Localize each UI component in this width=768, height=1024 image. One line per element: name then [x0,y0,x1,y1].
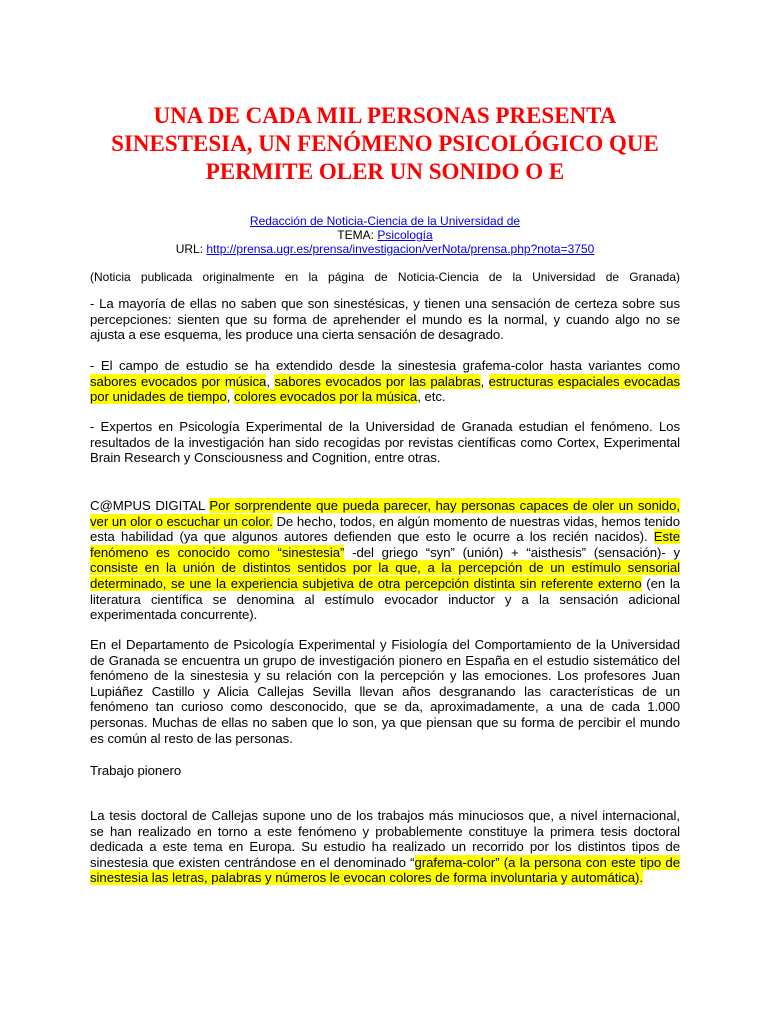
url-link[interactable]: http://prensa.ugr.es/prensa/investigacion/verNota/prensa.php?nota=3750 [206,242,595,256]
p4-highlight-3: consiste en la unión de distintos sentidos por la que, a la percepción de un estímulo sensorial determinado, se une la experiencia subjetiva de otra percepción distinta sin referente externo [90,560,680,591]
tema-label: TEMA: [337,228,374,242]
tema-line [90,228,680,242]
p4-highlight-1: Por sorprendente que pueda parecer, hay personas capaces de oler un sonido, ver un olor o escuchar un color. [90,498,680,529]
p4-highlight-2: Este fenómeno es conocido como “sinestesia” [90,529,680,560]
p7-text-a: La tesis doctoral de Callejas supone uno de los trabajos más minuciosos que, a nivel internacional, se han realizado en torno a este fenómeno y probablemente constituye la primera tesis doctoral dedicada a este tema en Europa. Su estudio ha realizado un recorrido por los distintos tipos de sinestesia que existen centrándose en el denominado “ [90,808,680,870]
p2-highlight-3: estructuras espaciales evocadas por unidades de tiempo [90,373,681,405]
p4-text-b: De hecho, todos, en algún momento de nuestras vidas, hemos tenido esta habilidad (ya que algunos autores defienden que esto le ocurre a los recién nacidos). [90,513,680,545]
p2-text-e: , etc. [417,389,446,405]
paragraph-2 [90,358,680,405]
article-title: UNA DE CADA MIL PERSONAS PRESENTA SINESTESIA, UN FENÓMENO PSICOLÓGICO QUE PERMITE OLER UN SONIDO O E [111,103,659,184]
credits-block [90,214,680,256]
url-line [90,242,680,256]
p2-text-c: , [480,373,489,389]
section-heading-trabajo-pionero: Trabajo pionero [90,763,182,778]
paragraph-7 [90,808,680,886]
paragraph-3: - Expertos en Psicología Experimental de la Universidad de Granada estudian el fenómeno. Los resultados de la investigación han sido recogidas por revistas científicas como Cortex, Experimental Brain Research y Consciousness and Cognition, entre otras. [90,419,680,466]
origin-note: (Noticia publicada originalmente en la página de Noticia-Ciencia de la Universidad de Granada) [90,270,680,284]
p2-text-b: , [266,373,275,389]
tema-link[interactable]: Psicología [377,228,433,242]
url-label: URL: [175,242,204,256]
paragraph-1: - La mayoría de ellas no saben que son sinestésicas, y tienen una sensación de certeza sobre sus percepciones: sienten que su forma de aprehender el mundo es la normal, y cuando algo no se ajusta a ese esquema, les produce una cierta sensación de desagrado. [90,296,680,343]
source-link[interactable]: Redacción de Noticia-Ciencia de la Universidad de [249,214,521,228]
paragraph-5: En el Departamento de Psicología Experimental y Fisiología del Comportamiento de la Universidad de Granada se encuentra un grupo de investigación pionero en España en el estudio sistemático del fenómeno de la sinestesia y su relación con la percepción y las emociones. Los profesores Juan Lupiáñez Castillo y Alicia Callejas Sevilla llevan años desgranando las características de un fenómeno tan curioso como desconocido, que se da, aproximadamente, a una de cada 1.000 personas. Muchas de ellas no saben que lo son, ya que piensan que su forma de percibir el mundo es común al resto de las personas. [90,637,680,746]
p2-highlight-4: colores evocados por la música [233,389,418,405]
p2-text-a: - El campo de estudio se ha extendido desde la sinestesia grafema-color hasta variantes como [90,358,680,373]
paragraph-4 [90,498,680,623]
p4-text-d: (en la literatura científica se denomina al estímulo evocador inductor y a la sensación adicional experimentada concurrente). [90,575,680,623]
p4-text-a: C@MPUS DIGITAL [90,498,210,513]
p2-highlight-2: sabores evocados por las palabras [274,373,481,389]
p4-text-c: -del griego “syn” (unión) + “aisthesis” (sensación)- y [344,544,680,560]
p7-highlight-1: grafema-color” (a la persona con este tipo de sinestesia las letras, palabras y números le evocan colores de forma involuntaria y automática). [90,854,680,886]
source-line [90,214,680,228]
p2-text-d: , [226,389,234,405]
p2-highlight-1: sabores evocados por música [90,373,267,389]
